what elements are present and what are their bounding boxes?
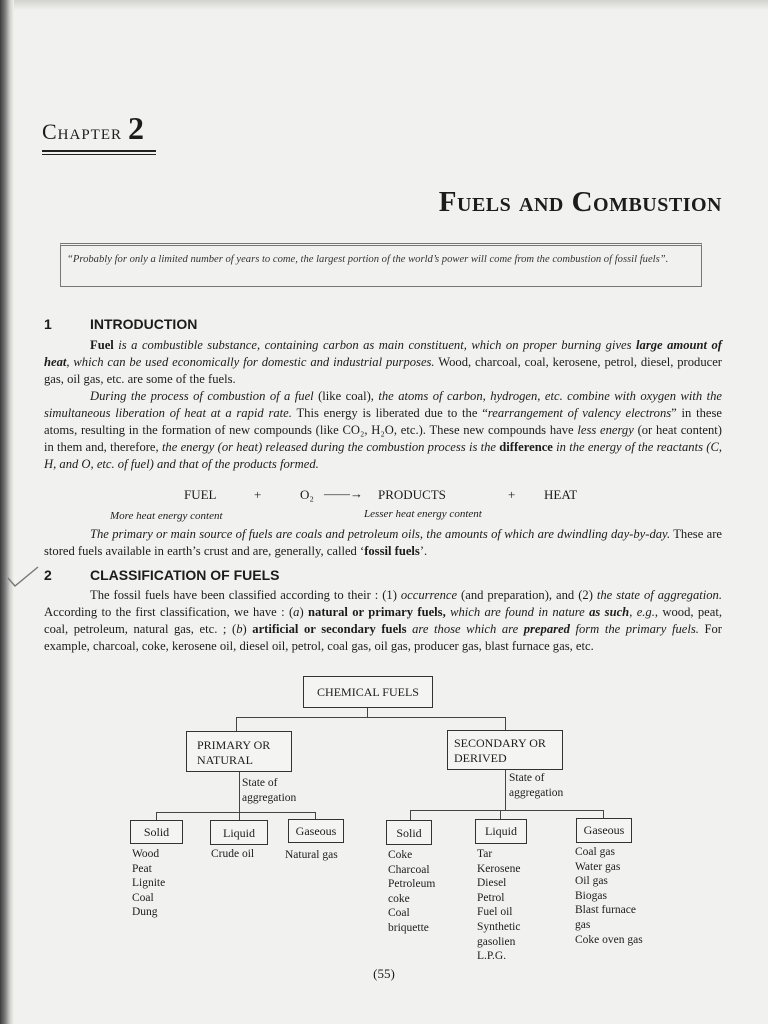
list-item: Biogas: [575, 889, 607, 902]
chapter-title: Fuels and Combustion: [438, 186, 722, 218]
connector-to-primary: [236, 717, 237, 731]
list-item: Coke oven gas: [575, 933, 643, 946]
chapter-word: Chapter: [42, 119, 123, 144]
list-item: Water gas: [575, 860, 621, 873]
list-item: Wood: [132, 848, 160, 860]
list-item: Lignite: [132, 877, 166, 890]
primary-state-of-aggregation-label: State of aggregation: [242, 777, 297, 804]
connector-secondary-down: [505, 770, 506, 810]
chapter-underline: [42, 150, 156, 152]
equation-plus-1: +: [254, 487, 262, 502]
equation-products: PRODUCTS: [378, 487, 446, 502]
list-item: Petroleum: [388, 878, 436, 891]
equation-oxygen: O₂: [300, 487, 314, 502]
primary-solid-examples: [132, 847, 165, 920]
list-item: Charcoal: [388, 863, 430, 876]
equation-note-products: Lesser heat energy content: [364, 508, 482, 520]
page-number: (55): [373, 966, 395, 981]
primary-gaseous-examples: [285, 848, 338, 863]
chapter-label: [42, 110, 145, 147]
intro-text-continued: [44, 526, 722, 560]
node-primary-solid: Solid: [130, 820, 183, 844]
connector-primary-down: [239, 772, 240, 813]
list-item: Coke: [388, 849, 413, 861]
list-item: Blast furnace: [575, 904, 636, 917]
list-item: L.P.G.: [477, 950, 507, 963]
connector-level-1: [236, 717, 506, 718]
intro-paragraph-2: During the process of combustion of a fuel (like coal), the atoms of carbon, hydrogen, etc. combine with oxygen with the simultaneous liberation of heat at a rapid rate. This energy is liberated due to the “rearrangement of valency electrons” in these atoms, resulting in the formation of new compounds (like CO₂, H₂O, etc.). These new compounds have less energy (or heat content) in them and, therefore, the energy (or heat) released during the combustion process is the difference in the energy of the reactants (C, H, and O, etc. of fuel) and that of the products formed.: [44, 389, 722, 471]
connector-primary-solid: [156, 812, 157, 820]
equation-fuel: FUEL: [184, 487, 217, 502]
connector-primary-leaves: [156, 812, 316, 813]
list-item: Coal: [132, 891, 154, 904]
section-1-title: INTRODUCTION: [90, 316, 198, 332]
connector-secondary-leaves: [410, 810, 604, 811]
page-top-shadow: [0, 0, 768, 10]
connector-primary-liquid: [239, 812, 240, 820]
section-1-number: 1: [44, 316, 52, 332]
list-item: gas: [575, 918, 591, 931]
node-secondary-liquid: Liquid: [475, 819, 527, 844]
list-item: Coal: [388, 907, 410, 920]
list-item: Diesel: [477, 877, 507, 890]
node-chemical-fuels: CHEMICAL FUELS: [303, 676, 433, 708]
list-item: Crude oil: [211, 848, 255, 860]
node-primary-natural: PRIMARY OR NATURAL: [186, 731, 292, 772]
node-primary-gaseous: Gaseous: [288, 819, 344, 843]
equation-note-reactants: More heat energy content: [110, 510, 223, 522]
connector-secondary-solid: [410, 810, 411, 820]
intro-text: [44, 337, 722, 473]
list-item: Peat: [132, 862, 152, 875]
section-2-number: 2: [44, 567, 52, 583]
secondary-liquid-examples: [477, 847, 520, 964]
list-item: Fuel oil: [477, 906, 513, 919]
list-item: Coal gas: [575, 846, 615, 858]
classification-paragraph: The fossil fuels have been classified according to their : (1) occurrence (and preparation), and (2) the state of aggregation. According to the first classification, we have : (a) natural or primary fuels, which are found in nature as such, e.g., wood, peat, coal, petroleum, natural gas, etc. ; (b) artificial or secondary fuels are those which are prepared form the primary fuels. For example, charcoal, coke, kerosene oil, diesel oil, petrol, coal gas, oil gas, producer gas, blast furnace gas, etc.: [44, 588, 722, 653]
book-binding-edge: [0, 0, 14, 1024]
equation-arrow: ——→: [324, 486, 363, 501]
node-primary-liquid: Liquid: [210, 820, 268, 845]
list-item: Dung: [132, 906, 158, 919]
equation-plus-2: +: [508, 487, 516, 502]
epigraph-quote: “Probably for only a limited number of years to come, the largest portion of the world’s power will come from the combustion of fossil fuels”.: [60, 243, 702, 287]
primary-liquid-examples: [211, 847, 254, 862]
secondary-solid-examples: [388, 848, 435, 936]
list-item: coke: [388, 892, 410, 905]
intro-paragraph-1: Fuel is a combustible substance, containing carbon as main constituent, which on proper burning gives large amount of heat, which can be used economically for domestic and industrial purposes. Wood, charcoal, coal, kerosene, petrol, diesel, producer gas, oil gas, etc. are some of the fuels.: [44, 338, 722, 386]
connector-secondary-gaseous: [603, 810, 604, 818]
equation-heat: HEAT: [544, 487, 578, 502]
handwritten-checkmark-icon: [6, 566, 40, 588]
list-item: Oil gas: [575, 875, 608, 888]
node-secondary-derived: SECONDARY OR DERIVED: [447, 730, 563, 770]
chapter-number: 2: [128, 110, 146, 146]
list-item: Petrol: [477, 891, 505, 904]
list-item: Natural gas: [285, 849, 338, 861]
section-2-title: CLASSIFICATION OF FUELS: [90, 567, 280, 583]
intro-paragraph-3: The primary or main source of fuels are coals and petroleum oils, the amounts of which are dwindling day-by-day. These are stored fuels available in earth’s crust and are, generally, called ‘fossil fuels’.: [44, 527, 723, 558]
list-item: Synthetic: [477, 920, 521, 933]
node-secondary-gaseous: Gaseous: [576, 818, 632, 843]
list-item: briquette: [388, 921, 429, 934]
secondary-state-of-aggregation-label: State of aggregation: [509, 772, 564, 799]
classification-text: [44, 587, 722, 655]
list-item: Kerosene: [477, 862, 521, 875]
list-item: gasolien: [477, 935, 516, 948]
chapter-underline-thin: [42, 154, 156, 155]
node-secondary-solid: Solid: [386, 820, 432, 845]
secondary-gaseous-examples: [575, 845, 643, 947]
connector-to-secondary: [505, 717, 506, 730]
list-item: Tar: [477, 848, 493, 860]
